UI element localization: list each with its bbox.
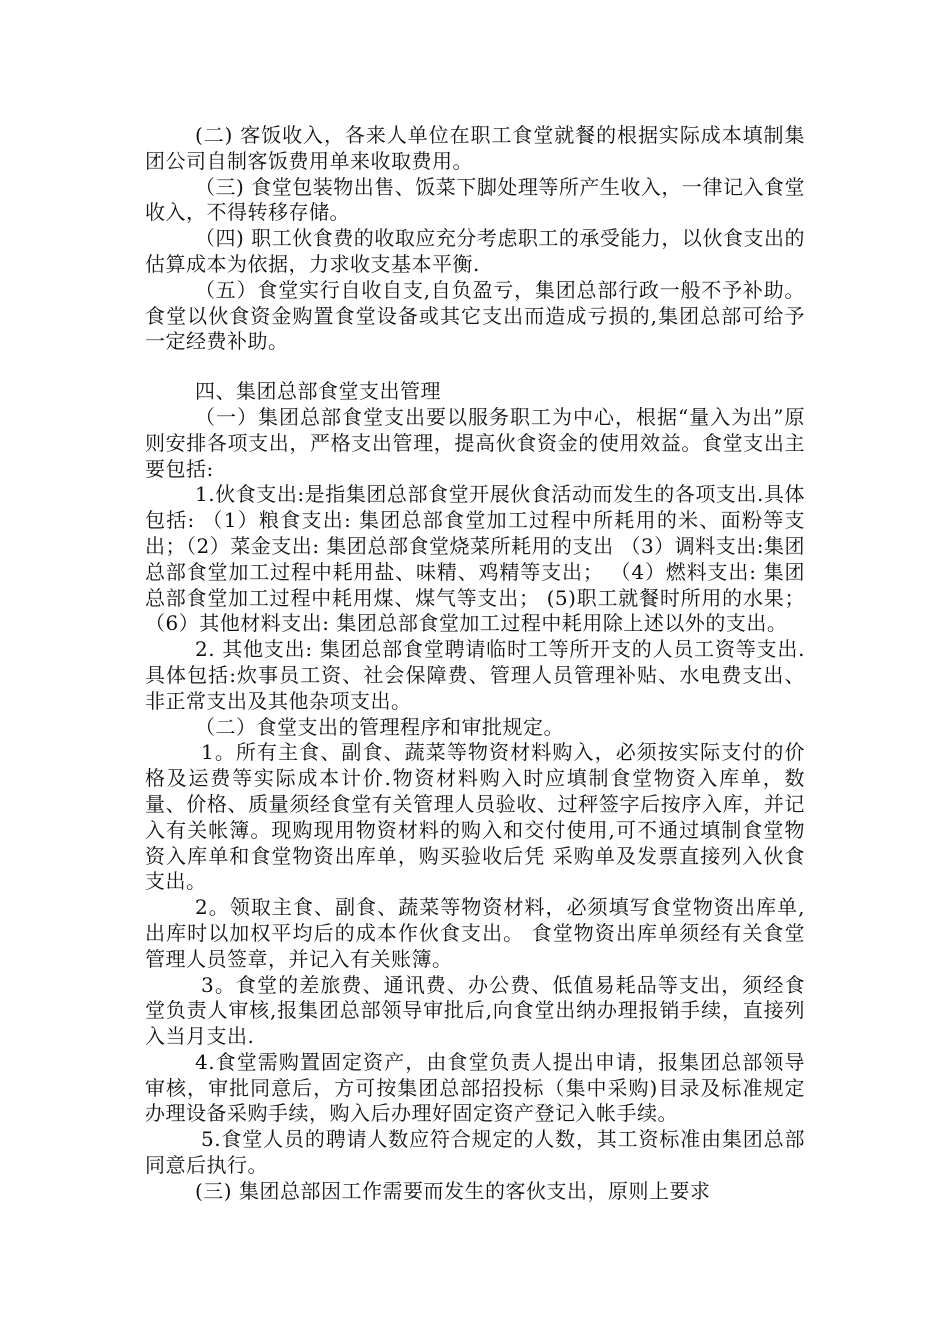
paragraph-guest-meal-income: (二) 客饭收入，各来人单位在职工食堂就餐的根据实际成本填制集团公司自制客饭费用单来收取费用。 xyxy=(145,123,805,173)
paragraph-procurement: 1。所有主食、副食、蔬菜等物资材料购入，必须按实际支付的价格及运费等实际成本计价.物资材料购入时应填制食堂物资入库单，数量、价格、质量须经食堂有关管理人员验收、过秤签字后按序入库，并记入有关帐簿。现购现用物资材料的购入和交付使用,可不通过填制食堂物资入库单和食堂物资出库单，购买验收后凭 采购单及发票直接列入伙食支出。 xyxy=(145,740,805,894)
paragraph-packaging-income: （三) 食堂包装物出售、饭菜下脚处理等所产生收入，一律记入食堂收入，不得转移存储。 xyxy=(145,174,805,225)
paragraph-requisition: 2。领取主食、副食、蔬菜等物资材料，必须填写食堂物资出库单,出库时以加权平均后的成本作伙食支出。 食堂物资出库单须经有关食堂管理人员签章，并记入有关账簿。 xyxy=(145,895,805,971)
paragraph-self-funded: （五）食堂实行自收自支,自负盈亏，集团总部行政一般不予补助。食堂以伙食资金购置食堂设备或其它支出而造成亏损的,集团总部可给予一定经费补助。 xyxy=(145,277,805,354)
paragraph-staffing: 5.食堂人员的聘请人数应符合规定的人数，其工资标准由集团总部同意后执行。 xyxy=(145,1127,805,1178)
paragraph-gap xyxy=(145,355,805,379)
paragraph-guest-expenditure: (三) 集团总部因工作需要而发生的客伙支出，原则上要求 xyxy=(195,1178,711,1203)
paragraph-travel-expenses: 3。食堂的差旅费、通讯费、办公费、低值易耗品等支出，须经食堂负责人审核,报集团总部领导审批后,向食堂出纳办理报销手续，直接列入当月支出. xyxy=(145,972,805,1049)
paragraph-other-expenditure: 2. 其他支出: 集团总部食堂聘请临时工等所开支的人员工资等支出.具体包括:炊事员工资、社会保障费、管理人员管理补贴、水电费支出、非正常支出及其他杂项支出。 xyxy=(145,637,805,713)
document-body xyxy=(145,123,805,1205)
paragraph-fixed-assets: 4.食堂需购置固定资产，由食堂负责人提出申请，报集团总部领导审核，审批同意后，方可按集团总部招投标（集中采购)目录及标准规定办理设备采购手续，购入后办理好固定资产登记入帐手续。 xyxy=(145,1049,805,1126)
paragraph-food-expenditure: 1.伙食支出:是指集团总部食堂开展伙食活动而发生的各项支出.具体包括: （1）粮食支出: 集团总部食堂加工过程中所耗用的米、面粉等支出；（2）菜金支出: 集团总部食堂烧菜所耗用的支出 （3）调料支出:集团总部食堂加工过程中耗用盐、味精、鸡精等支出； （4）燃料支出: 集团总部食堂加工过程中耗用煤、煤气等支出； (5)职工就餐时所用的水果；（6）其他材料支出: 集团总部食堂加工过程中耗用除上述以外的支出。 xyxy=(145,482,805,636)
paragraph-meal-fee: （四) 职工伙食费的收取应充分考虑职工的承受能力，以伙食支出的估算成本为依据，力求收支基本平衡. xyxy=(145,226,805,276)
paragraph-expenditure-principle: （一）集团总部食堂支出要以服务职工为中心，根据“量入为出”原则安排各项支出，严格支出管理，提高伙食资金的使用效益。食堂支出主要包括: xyxy=(145,404,805,481)
subheading-procedure: （二）食堂支出的管理程序和审批规定。 xyxy=(195,714,564,739)
section-heading-expenditure: 四、集团总部食堂支出管理 xyxy=(195,379,441,404)
